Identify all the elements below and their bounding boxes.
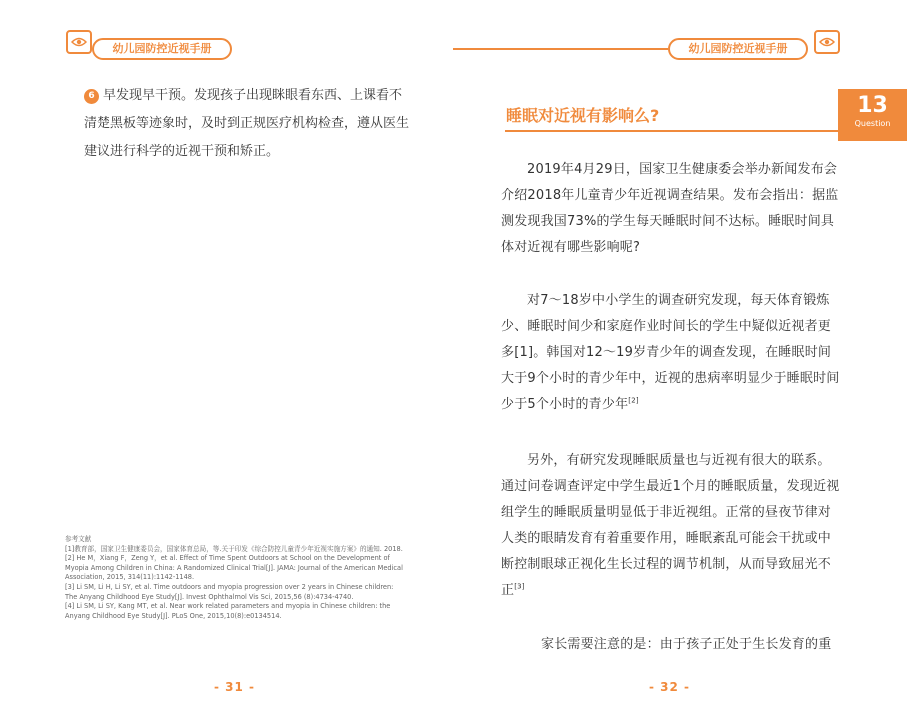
header-title: 幼儿园防控近视手册	[668, 38, 808, 60]
citation-ref: [3]	[514, 582, 525, 591]
paragraph-3	[501, 448, 841, 604]
eye-icon	[66, 30, 92, 54]
citation-ref: [2]	[628, 396, 639, 405]
page-number: - 32 -	[649, 680, 691, 694]
page-number: - 31 -	[214, 680, 256, 694]
question-number-box	[838, 89, 907, 141]
paragraph-2-text: 对7～18岁中小学生的调查研究发现，每天体育锻炼少、睡眠时间少和家庭作业时间长的学生中疑似近视者更多[1]。韩国对12～19岁青少年的调查发现，在睡眠时间大于9个小时的青少年中，近视的患病率明显少于睡眠时间少于5个小时的青少年	[501, 293, 840, 412]
question-label: Question	[854, 119, 891, 128]
paragraph-3-text: 另外，有研究发现睡眠质量也与近视有很大的联系。通过问卷调查评定中学生最近1个月的睡眠质量，发现近视组学生的睡眠质量明显低于非近视组。正常的昼夜节律对人类的眼睛发育有着重要作用，睡眠紊乱可能会干扰或中断控制眼球正视化生长过程的调节机制，从而导致屈光不正	[501, 453, 840, 598]
reference-item: [1]教育部，国家卫生健康委员会，国家体育总局，等.关于印发《综合防控儿童青少年近视实施方案》的通知. 2018.	[65, 544, 403, 553]
question-number: 13	[857, 93, 888, 118]
question-title-underline	[505, 130, 838, 132]
paragraph-2	[501, 288, 841, 418]
references	[65, 535, 407, 621]
reference-item: [2] He M，Xiang F，Zeng Y，et al. Effect of Time Spent Outdoors at School on the Development of Myopia Among Children in China: A Randomized Clinical Trial[J]. JAMA: Journal of the American Medical Association, 2015, 314(11):1142-1148.	[65, 554, 403, 582]
left-page	[0, 0, 453, 718]
reference-item: [3] Li SM, Li H, Li SY, et al. Time outdoors and myopia progression over 2 years in Chinese children: The Anyang Childhood Eye Study[J]. Invest Ophthalmol Vis Sci, 2015,56 (8):4734-4740.	[65, 582, 394, 601]
item-text: 早发现早干预。发现孩子出现眯眼看东西、上课看不清楚黑板等迹象时，及时到正规医疗机构检查，遵从医生建议进行科学的近视干预和矫正。	[84, 88, 410, 159]
item-paragraph	[84, 82, 409, 166]
eye-icon	[814, 30, 840, 54]
question-title: 睡眠对近视有影响么?	[506, 106, 660, 125]
references-title: 参考文献	[65, 535, 92, 543]
paragraph-1: 2019年4月29日，国家卫生健康委会举办新闻发布会介绍2018年儿童青少年近视调查结果。发布会指出：据监测发现我国73%的学生每天睡眠时间不达标。睡眠时间具体对近视有哪些影响呢?	[501, 162, 839, 255]
item-number-badge: 6	[84, 89, 99, 104]
header-title: 幼儿园防控近视手册	[92, 38, 232, 60]
right-page	[453, 0, 907, 718]
reference-item: [4] Li SM, Li SY, Kang MT, et al. Near work related parameters and myopia in Chinese children: the Anyang Childhood Eye Study[J]. PLoS One, 2015,10(8):e0134514.	[65, 602, 391, 620]
paragraph-4: 家长需要注意的是：由于孩子正处于生长发育的重	[541, 637, 832, 652]
header-rule	[453, 48, 668, 50]
